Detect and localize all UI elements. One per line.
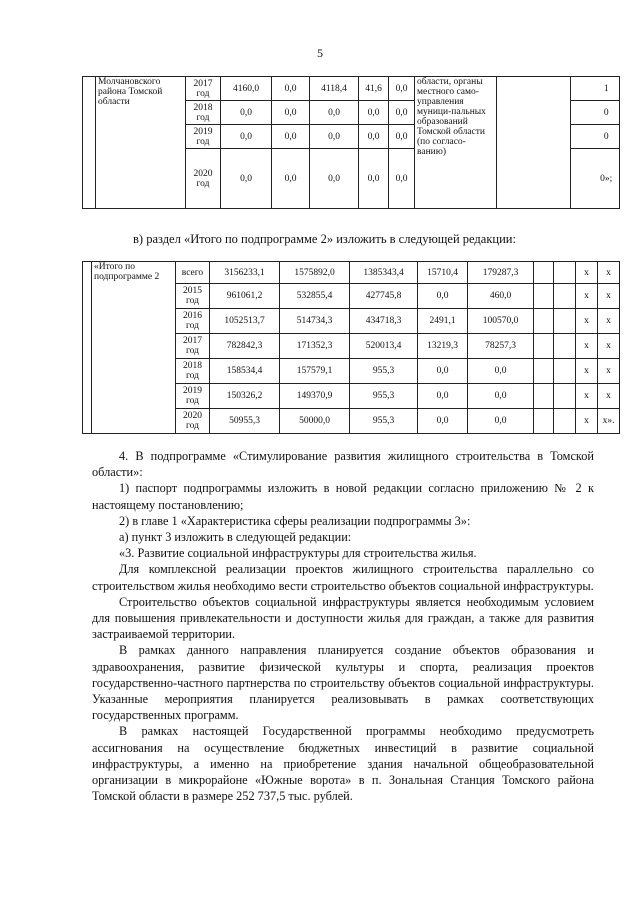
paragraph: а) пункт 3 изложить в следующей редакции: (119, 530, 352, 545)
table-row: 2015 год 961061,2 532855,4 427745,8 0,0 460,0 x x (83, 284, 620, 309)
district-cell: Молчановского района Томской области (96, 77, 186, 209)
paragraph: Строительство объектов социальной инфраструктуры является необходимым условием для повышения привлекательности и доступности жилья для граждан, а также для развития застраиваемой территории. (92, 594, 594, 642)
paragraph: «3. Развитие социальной инфраструктуры для строительства жилья. (119, 546, 477, 561)
table-row: 2016 год 1052513,7 514734,3 434718,3 2491,1 100570,0 x x (83, 309, 620, 334)
empty-cell (497, 77, 571, 209)
paragraph: 2) в главе 1 «Характеристика сферы реализации подпрограммы 3»: (119, 513, 471, 528)
total-label-cell: «Итого по подпрограмме 2 (92, 262, 176, 434)
table-row: 2018 год 0,0 0,0 0,0 0,0 0,0 0 (83, 101, 620, 125)
paragraph: 4. В подпрограмме «Стимулирование развития жилищного строительства в Томской области»: (92, 449, 594, 480)
body-text (92, 448, 594, 804)
paragraph: В рамках настоящей Государственной программы необходимо предусмотреть ассигнования на осуществление бюджетных инвестиций в развитие социальной инфраструктуры, а именно на приобретение здания начальной общеобразовательной организации в микрорайоне «Южные ворота» в п. Зональная Станция Томского района Томской области в размере 252 737,5 тыс. рублей. (92, 724, 594, 804)
table-row: 2017 год 782842,3 171352,3 520013,4 13219,3 78257,3 x x (83, 334, 620, 359)
table-row: Молчановского района Томской области 2017 год 4160,0 0,0 4118,4 41,6 0,0 области, органы местного само-управления муници-пальных образований Томской области (по согласо-ванию) 1 (83, 77, 620, 101)
paragraph: 1) паспорт подпрограммы изложить в новой редакции согласно приложению № 2 к настоящему постановлению; (92, 481, 594, 512)
executor-cell: области, органы местного само-управления муници-пальных образований Томской области (по согласо-ванию) (415, 77, 497, 209)
section-heading: в) раздел «Итого по подпрограмме 2» изложить в следующей редакции: (133, 232, 516, 246)
table-row: 2019 год 0,0 0,0 0,0 0,0 0,0 0 (83, 125, 620, 149)
table-row: 2020 год 0,0 0,0 0,0 0,0 0,0 0»; (83, 149, 620, 209)
table-row: 2019 год 150326,2 149370,9 955,3 0,0 0,0 x x (83, 384, 620, 409)
empty-cell (83, 77, 96, 209)
page-number: 5 (317, 46, 323, 60)
table-row: 2018 год 158534,4 157579,1 955,3 0,0 0,0 x x (83, 359, 620, 384)
paragraph: Для комплексной реализации проектов жилищного строительства параллельно со строительством жилья необходимо вести строительство объектов социальной инфраструктуры. (92, 562, 594, 593)
table-row: 2020 год 50955,3 50000,0 955,3 0,0 0,0 x x». (83, 409, 620, 434)
district-table (82, 76, 620, 209)
subprogram-total-table (82, 261, 620, 434)
table-row: «Итого по подпрограмме 2 всего 3156233,1 1575892,0 1385343,4 15710,4 179287,3 x x (83, 262, 620, 284)
paragraph: В рамках данного направления планируется создание объектов образования и здравоохранения, развитие физической культуры и спорта, реализация проектов государственно-частного партнерства по строительству объектов социальной инфраструктуры. Указанные мероприятия планируется реализовывать в рамках соответствующих государственных программ. (92, 643, 594, 723)
